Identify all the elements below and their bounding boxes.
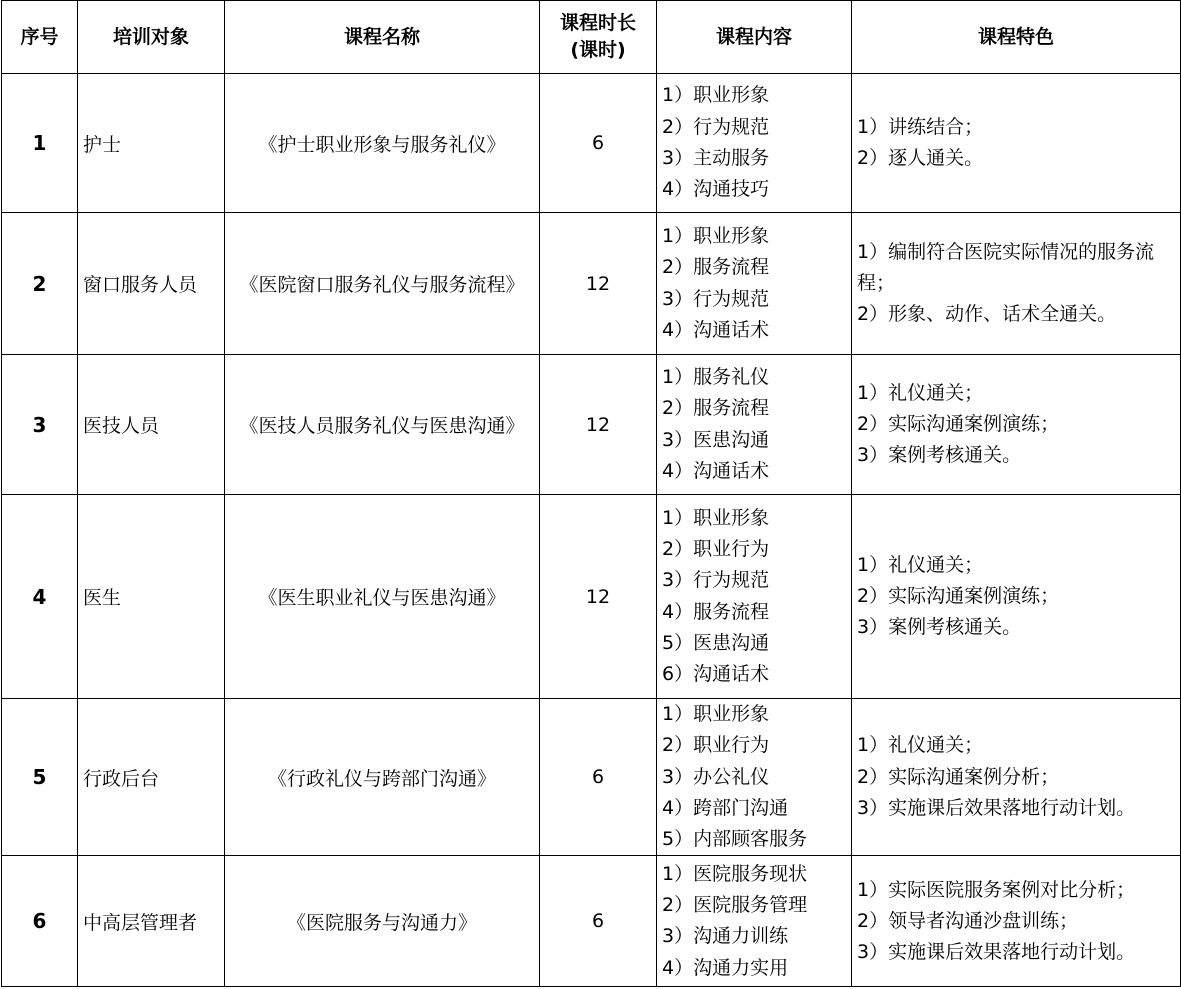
content-item: 4）跨部门沟通 bbox=[662, 796, 789, 819]
training-target: 医技人员 bbox=[78, 355, 225, 495]
content-item: 1）职业形象 bbox=[662, 506, 770, 529]
content-item: 3）沟通力训练 bbox=[662, 925, 789, 948]
header-hours-line2: (课时) bbox=[570, 39, 626, 61]
content-item: 2）医院服务管理 bbox=[662, 894, 808, 917]
course-features bbox=[852, 213, 1181, 355]
feature-item: 2）逐人通关。 bbox=[857, 147, 984, 169]
content-item: 1）职业形象 bbox=[662, 703, 770, 725]
course-hours: 6 bbox=[540, 699, 657, 856]
table-row bbox=[2, 213, 1181, 355]
content-item: 1）职业形象 bbox=[662, 224, 770, 247]
feature-item: 2）实际沟通案例演练； bbox=[857, 412, 1060, 435]
header-no: 序号 bbox=[2, 1, 78, 74]
feature-item: 2）实际沟通案例分析； bbox=[857, 765, 1060, 788]
feature-item: 1）讲练结合； bbox=[857, 115, 984, 138]
course-features bbox=[852, 699, 1181, 856]
table-body bbox=[2, 74, 1181, 987]
feature-item: 2）形象、动作、话术全通关。 bbox=[857, 303, 1117, 326]
training-target: 窗口服务人员 bbox=[78, 213, 225, 355]
course-name: 《医技人员服务礼仪与医患沟通》 bbox=[225, 355, 540, 495]
content-item: 4）沟通话术 bbox=[662, 459, 770, 482]
content-item: 2）行为规范 bbox=[662, 115, 770, 138]
course-hours: 12 bbox=[540, 355, 657, 495]
row-number: 4 bbox=[2, 495, 78, 699]
row-number: 3 bbox=[2, 355, 78, 495]
feature-item: 2）领导者沟通沙盘训练； bbox=[857, 909, 1079, 932]
course-content bbox=[657, 355, 852, 495]
content-item: 6）沟通话术 bbox=[662, 663, 770, 686]
course-name: 《医院服务与沟通力》 bbox=[225, 856, 540, 987]
content-item: 2）服务流程 bbox=[662, 397, 770, 420]
row-number: 2 bbox=[2, 213, 78, 355]
header-target: 培训对象 bbox=[78, 1, 225, 74]
course-content bbox=[657, 74, 852, 213]
content-item: 3）医患沟通 bbox=[662, 428, 770, 451]
header-row bbox=[2, 1, 1181, 74]
row-number: 1 bbox=[2, 74, 78, 213]
course-content bbox=[657, 856, 852, 987]
table-row bbox=[2, 355, 1181, 495]
content-item: 2）职业行为 bbox=[662, 537, 770, 560]
feature-item: 1）实际医院服务案例对比分析； bbox=[857, 878, 1136, 901]
content-item: 3）行为规范 bbox=[662, 569, 770, 592]
training-target: 中高层管理者 bbox=[78, 856, 225, 987]
content-item: 2）服务流程 bbox=[662, 256, 770, 279]
table-header bbox=[2, 1, 1181, 74]
course-features bbox=[852, 74, 1181, 213]
course-content bbox=[657, 699, 852, 856]
course-name: 《医生职业礼仪与医患沟通》 bbox=[225, 495, 540, 699]
content-item: 1）医院服务现状 bbox=[662, 862, 808, 885]
course-features bbox=[852, 495, 1181, 699]
content-item: 2）职业行为 bbox=[662, 734, 770, 757]
content-item: 1）职业形象 bbox=[662, 84, 770, 107]
table-row bbox=[2, 495, 1181, 699]
training-target: 行政后台 bbox=[78, 699, 225, 856]
content-item: 5）医患沟通 bbox=[662, 631, 770, 654]
header-content: 课程内容 bbox=[657, 1, 852, 74]
feature-item: 3）案例考核通关。 bbox=[857, 444, 1022, 467]
course-table bbox=[1, 0, 1181, 987]
table-row bbox=[2, 699, 1181, 856]
feature-item: 1）编制符合医院实际情况的服务流程； bbox=[857, 240, 1155, 294]
course-features bbox=[852, 355, 1181, 495]
table-row bbox=[2, 74, 1181, 213]
table-row bbox=[2, 856, 1181, 987]
content-item: 4）沟通力实用 bbox=[662, 956, 789, 979]
header-hours-line1: 课程时长 bbox=[559, 12, 636, 34]
content-item: 4）沟通技巧 bbox=[662, 178, 770, 201]
content-item: 3）主动服务 bbox=[662, 147, 770, 169]
feature-item: 1）礼仪通关； bbox=[857, 734, 984, 757]
content-item: 4）服务流程 bbox=[662, 600, 770, 623]
content-item: 1）服务礼仪 bbox=[662, 365, 770, 388]
content-item: 3）行为规范 bbox=[662, 287, 770, 310]
course-hours: 6 bbox=[540, 74, 657, 213]
training-target: 护士 bbox=[78, 74, 225, 213]
course-content bbox=[657, 213, 852, 355]
feature-item: 1）礼仪通关； bbox=[857, 381, 984, 404]
course-hours: 12 bbox=[540, 213, 657, 355]
feature-item: 3）实施课后效果落地行动计划。 bbox=[857, 941, 1136, 964]
content-item: 3）办公礼仪 bbox=[662, 765, 770, 788]
course-hours: 6 bbox=[540, 856, 657, 987]
course-hours: 12 bbox=[540, 495, 657, 699]
feature-item: 1）礼仪通关； bbox=[857, 553, 984, 576]
training-target: 医生 bbox=[78, 495, 225, 699]
row-number: 6 bbox=[2, 856, 78, 987]
content-item: 4）沟通话术 bbox=[662, 318, 770, 341]
header-feature: 课程特色 bbox=[852, 1, 1181, 74]
header-hours bbox=[540, 1, 657, 74]
feature-item: 3）实施课后效果落地行动计划。 bbox=[857, 796, 1136, 819]
content-item: 5）内部顾客服务 bbox=[662, 828, 808, 851]
course-content bbox=[657, 495, 852, 699]
row-number: 5 bbox=[2, 699, 78, 856]
feature-item: 3）案例考核通关。 bbox=[857, 616, 1022, 639]
course-name: 《医院窗口服务礼仪与服务流程》 bbox=[225, 213, 540, 355]
feature-item: 2）实际沟通案例演练； bbox=[857, 584, 1060, 607]
course-features bbox=[852, 856, 1181, 987]
header-name: 课程名称 bbox=[225, 1, 540, 74]
course-name: 《行政礼仪与跨部门沟通》 bbox=[225, 699, 540, 856]
course-name: 《护士职业形象与服务礼仪》 bbox=[225, 74, 540, 213]
